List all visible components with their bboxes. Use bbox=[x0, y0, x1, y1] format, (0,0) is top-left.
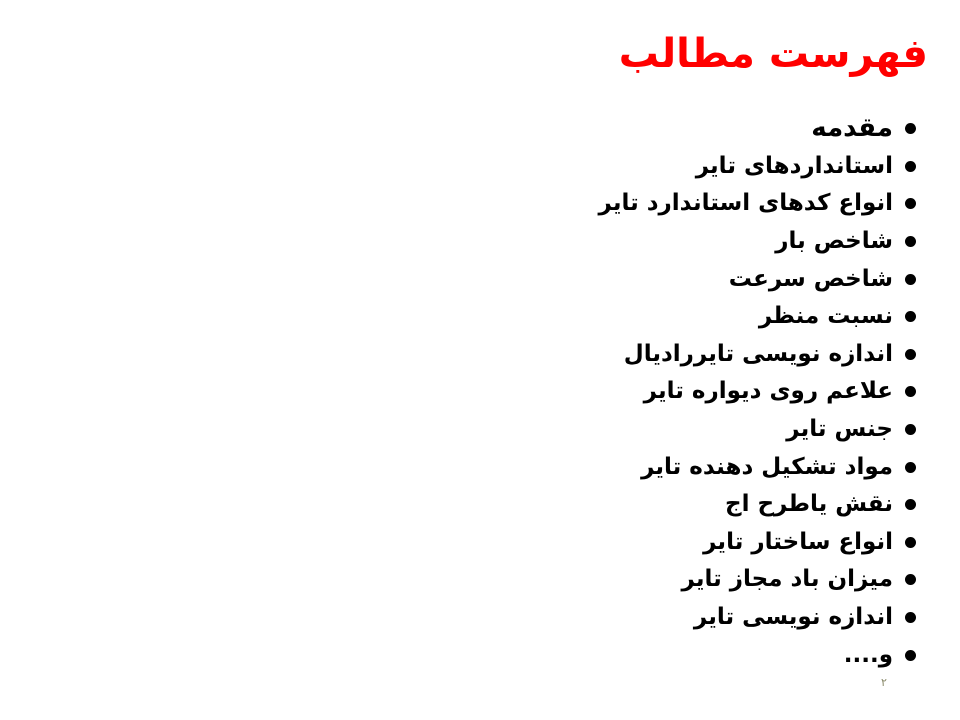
bullet-dot-icon bbox=[905, 349, 916, 360]
list-item-label: میزان باد مجاز تایر bbox=[681, 566, 893, 593]
list-item bbox=[599, 336, 916, 374]
bullet-dot-icon bbox=[905, 612, 916, 623]
list-item-label: و.... bbox=[843, 641, 893, 668]
bullet-dot-icon bbox=[905, 537, 916, 548]
list-item bbox=[599, 448, 916, 486]
list-item bbox=[599, 524, 916, 562]
list-item bbox=[599, 561, 916, 599]
bullet-dot-icon bbox=[905, 462, 916, 473]
bullet-dot-icon bbox=[905, 123, 916, 134]
bullet-dot-icon bbox=[905, 274, 916, 285]
bullet-dot-icon bbox=[905, 574, 916, 585]
bullet-dot-icon bbox=[905, 650, 916, 661]
list-item-label: استانداردهای تایر bbox=[695, 152, 893, 179]
list-item bbox=[599, 373, 916, 411]
bullet-dot-icon bbox=[905, 236, 916, 247]
list-item-label: مقدمه bbox=[811, 113, 893, 144]
list-item bbox=[599, 411, 916, 449]
list-item-label: انواع کدهای استاندارد تایر bbox=[598, 190, 893, 217]
list-item bbox=[599, 223, 916, 261]
list-item bbox=[599, 599, 916, 637]
table-of-contents-list bbox=[599, 110, 916, 674]
list-item-label: انواع ساختار تایر bbox=[703, 528, 893, 555]
list-item bbox=[599, 110, 916, 148]
bullet-dot-icon bbox=[905, 161, 916, 172]
list-item-label: علاعم روی دیواره تایر bbox=[643, 378, 893, 405]
list-item-label: اندازه نویسی تایررادیال bbox=[623, 340, 893, 367]
list-item-label: شاخص سرعت bbox=[728, 265, 893, 292]
bullet-dot-icon bbox=[905, 311, 916, 322]
bullet-dot-icon bbox=[905, 424, 916, 435]
list-item bbox=[599, 260, 916, 298]
list-item bbox=[599, 148, 916, 186]
bullet-dot-icon bbox=[905, 386, 916, 397]
list-item-label: اندازه نویسی تایر bbox=[693, 604, 893, 631]
list-item-label: شاخص بار bbox=[775, 228, 893, 255]
list-item-label: جنس تایر bbox=[786, 416, 893, 443]
list-item-label: مواد تشکیل دهنده تایر bbox=[641, 453, 893, 480]
list-item-label: نقش یاطرح اج bbox=[725, 491, 893, 518]
bullet-dot-icon bbox=[905, 499, 916, 510]
list-item bbox=[599, 636, 916, 674]
bullet-dot-icon bbox=[905, 198, 916, 209]
list-item-label: نسبت منظر bbox=[758, 303, 893, 330]
list-item bbox=[599, 185, 916, 223]
page-number: ۲ bbox=[881, 676, 887, 689]
slide-title: فهرست مطالب bbox=[618, 31, 928, 77]
list-item bbox=[599, 298, 916, 336]
list-item bbox=[599, 486, 916, 524]
